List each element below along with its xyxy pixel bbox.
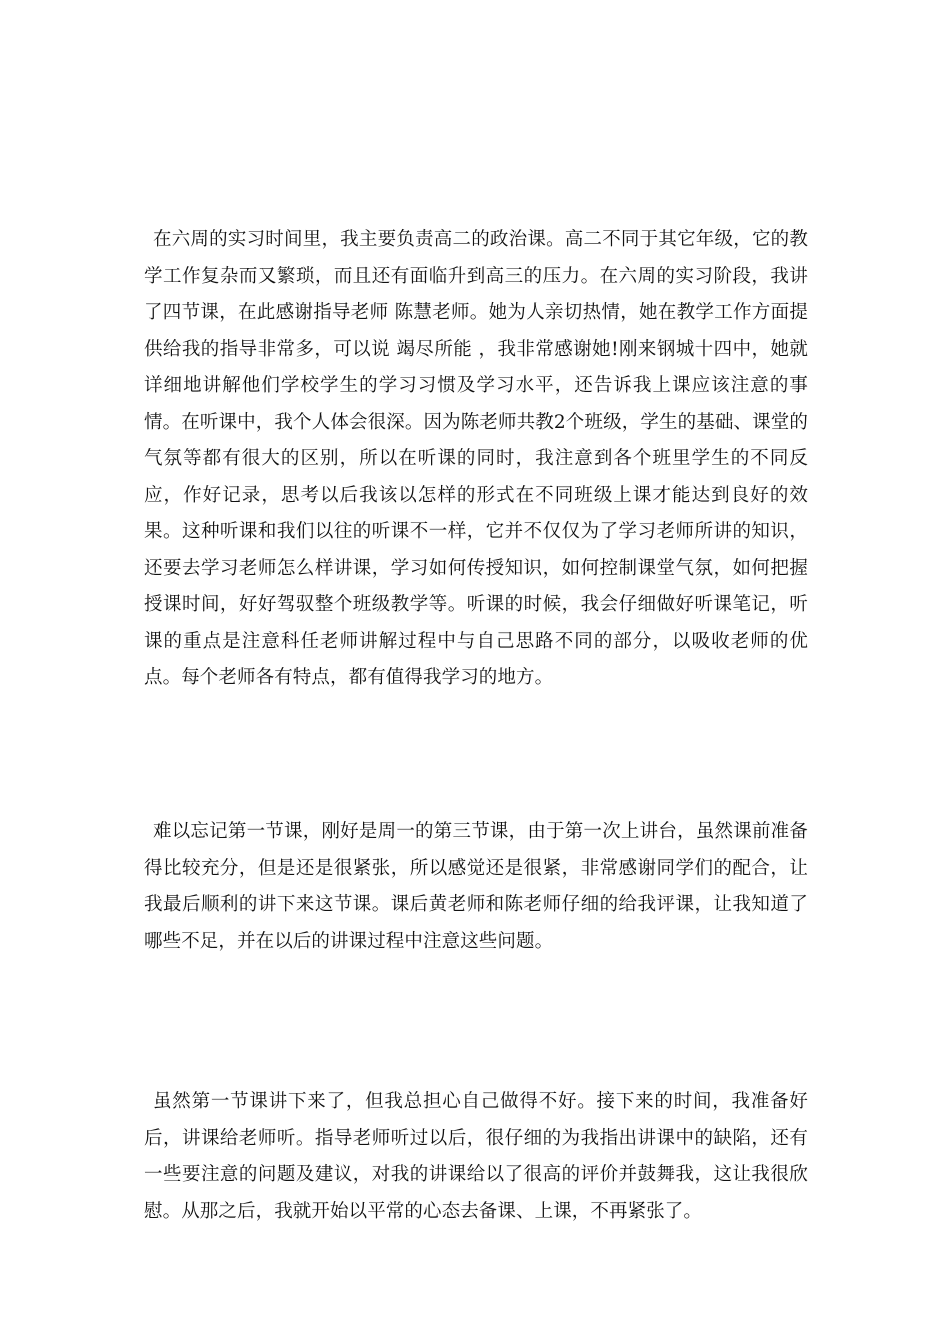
paragraph-after-first-lesson: 虽然第一节课讲下来了，但我总担心自己做得不好。接下来的时间，我准备好后，讲课给老师听。指导老师听过以后，很仔细的为我指出讲课中的缺陷，还有一些要注意的问题及建议，对我的讲课给以了很高的评价并鼓舞我，这让我很欣慰。从那之后，我就开始以平常的心态去备课、上课，不再紧张了。 xyxy=(144,1091,808,1222)
paragraph-first-lesson: 难以忘记第一节课，刚好是周一的第三节课，由于第一次上讲台，虽然课前准备得比较充分，但是还是很紧张，所以感觉还是很紧，非常感谢同学们的配合，让我最后顺利的讲下来这节课。课后黄老师和陈老师仔细的给我评课，让我知道了哪些不足，并在以后的讲课过程中注意这些问题。 xyxy=(144,821,808,952)
paragraph-internship-overview: 在六周的实习时间里，我主要负责高二的政治课。高二不同于其它年级，它的教学工作复杂而又繁琐，而且还有面临升到高三的压力。在六周的实习阶段，我讲了四节课，在此感谢指导老师 陈慧老师。她为人亲切热情，她在教学工作方面提供给我的指导非常多，可以说 竭尽所能 ，我非常感谢她!刚来钢城十四中，她就详细地讲解他们学校学生的学习习惯及学习水平，还告诉我上课应该注意的事情。在听课中，我个人体会很深。因为陈老师共教2个班级，学生的基础、课堂的气氛等都有很大的区别，所以在听课的同时，我注意到各个班里学生的不同反应，作好记录，思考以后我该以怎样的形式在不同班级上课才能达到良好的效果。这种听课和我们以往的听课不一样，它并不仅仅为了学习老师所讲的知识，还要去学习老师怎么样讲课，学习如何传授知识，如何控制课堂气氛，如何把握授课时间，好好驾驭整个班级教学等。听课的时候，我会仔细做好听课笔记，听课的重点是注意科任老师讲解过程中与自己思路不同的部分，以吸收老师的优点。每个老师各有特点，都有值得我学习的地方。 xyxy=(144,229,808,688)
